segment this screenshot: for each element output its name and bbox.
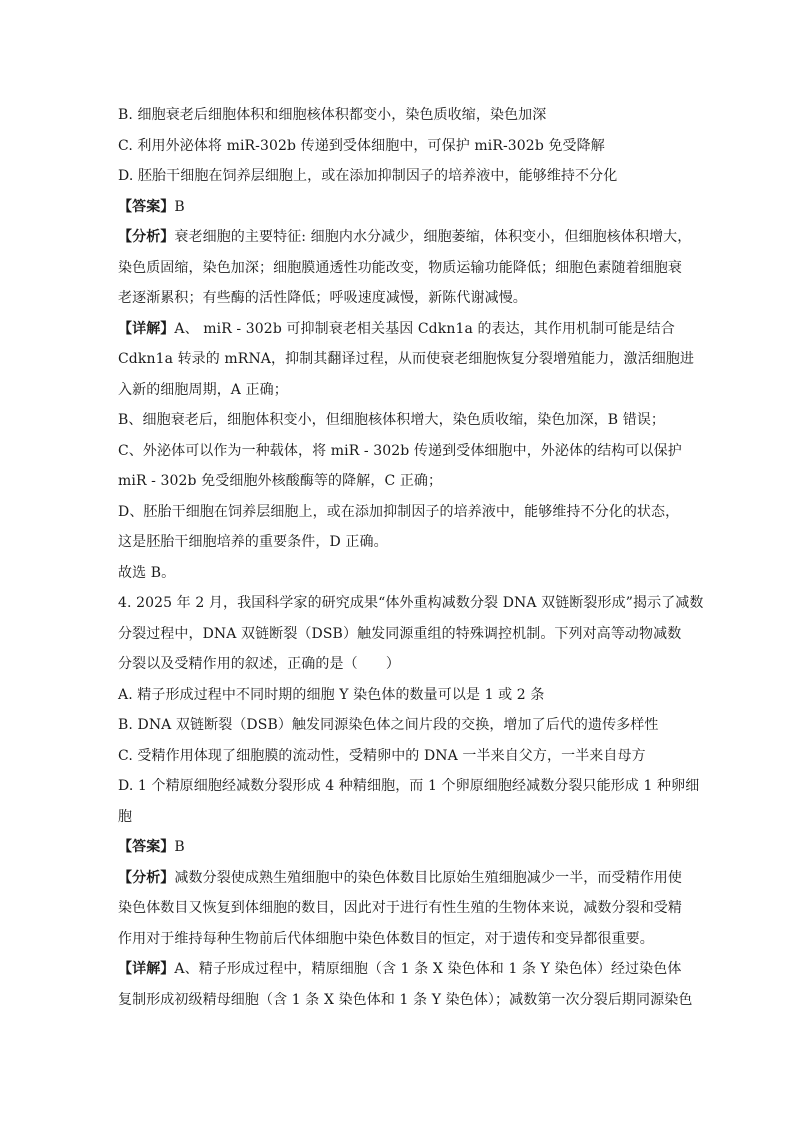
analysis-tag: 【分析】 <box>118 229 175 245</box>
q3-analysis-line-1 <box>118 222 692 253</box>
answer-tag: 【答案】 <box>118 839 175 855</box>
q3-detail-line-1 <box>118 314 684 345</box>
detail-tag: 【详解】 <box>118 961 175 977</box>
q4-detail-line-1 <box>118 954 684 985</box>
q4-stem-line-1: 4. 2025 年 2 月，我国科学家的研究成果“体外重构减数分裂 DNA 双链断裂形成”揭示了减数 <box>118 595 704 611</box>
q4-detail-line-2: 复制形成初级精母细胞（含 1 条 X 染色体和 1 条 Y 染色体）；减数第一次分裂后期同源染色 <box>118 991 693 1008</box>
q4-option-d-line-1: D. 1 个精原细胞经减数分裂形成 4 种精细胞，而 1 个卵原细胞经减数分裂只能形成 1 种卵细 <box>118 778 700 794</box>
detail-text: A、 miR - 302b 可抑制衰老相关基因 Cdkn1a 的表达，其作用机制可能是结合 <box>174 320 675 337</box>
q3-answer <box>118 192 684 223</box>
analysis-tag: 【分析】 <box>118 869 175 886</box>
q3-detail-line-2: Cdkn1a 转录的 mRNA，抑制其翻译过程，从而使衰老细胞恢复分裂增殖能力，激活细胞进 <box>118 351 695 367</box>
q4-stem-line-3: 分裂以及受精作用的叙述，正确的是（ ） <box>118 656 400 672</box>
q3-conclusion: 故选 B。 <box>118 564 176 581</box>
q4-analysis-line-1 <box>118 863 684 894</box>
q3-detail-line-8: 这是胚胎干细胞培养的重要条件，D 正确。 <box>118 534 388 550</box>
answer-value: B <box>174 839 185 855</box>
answer-value: B <box>174 198 185 215</box>
answer-tag: 【答案】 <box>118 198 175 215</box>
q4-option-c: C. 受精作用体现了细胞膜的流动性，受精卵中的 DNA 一半来自父方，一半来自母方 <box>118 747 646 764</box>
q3-detail-line-6: miR - 302b 免受细胞外核酸酶等的降解，C 正确； <box>118 473 443 489</box>
q3-detail-line-5: C、外泌体可以作为一种载体，将 miR - 302b 传递到受体细胞中，外泌体的结构可以保护 <box>118 442 682 459</box>
detail-tag: 【详解】 <box>118 320 175 337</box>
q4-answer <box>118 832 684 863</box>
q3-option-b: B. 细胞衰老后细胞体积和细胞核体积都变小，染色质收缩，染色加深 <box>118 107 547 123</box>
q4-analysis-line-3: 作用对于维持每种生物前后代体细胞中染色体数目的恒定，对于遗传和变异都很重要。 <box>118 930 654 947</box>
q4-analysis-line-2: 染色体数目又恢复到体细胞的数目，因此对于进行有性生殖的生物体来说，减数分裂和受精 <box>118 900 682 916</box>
q4-option-d-line-2: 胞 <box>118 808 133 825</box>
document-body <box>118 100 704 1015</box>
q3-detail-line-3: 入新的细胞周期，A 正确； <box>118 381 288 398</box>
detail-text: A、精子形成过程中，精原细胞（含 1 条 X 染色体和 1 条 Y 染色体）经过染色体 <box>174 961 682 977</box>
q3-analysis-line-2: 染色质固缩，染色加深；细胞膜通透性功能改变，物质运输功能降低；细胞色素随着细胞衰 <box>118 259 682 276</box>
q4-option-b: B. DNA 双链断裂（DSB）触发同源染色体之间片段的交换，增加了后代的遗传多样性 <box>118 717 659 733</box>
q3-analysis-line-3: 老逐渐累积；有些酶的活性降低；呼吸速度减慢，新陈代谢减慢。 <box>118 290 527 306</box>
q3-option-d: D. 胚胎干细胞在饲养层细胞上，或在添加抑制因子的培养液中，能够维持不分化 <box>118 168 618 184</box>
analysis-text: 衰老细胞的主要特征: 细胞内水分减少，细胞萎缩，体积变小，但细胞核体积增大， <box>174 229 692 245</box>
analysis-text: 减数分裂使成熟生殖细胞中的染色体数目比原始生殖细胞减少一半，而受精作用使 <box>174 869 683 886</box>
q4-option-a: A. 精子形成过程中不同时期的细胞 Y 染色体的数量可以是 1 或 2 条 <box>118 686 545 703</box>
q3-option-c: C. 利用外泌体将 miR-302b 传递到受体细胞中，可保护 miR-302b 免受降解 <box>118 137 605 154</box>
q4-stem-line-2: 分裂过程中，DNA 双链断裂（DSB）触发同源重组的特殊调控机制。下列对高等动物减数 <box>118 625 682 642</box>
q3-detail-line-4: B、细胞衰老后，细胞体积变小，但细胞核体积增大，染色质收缩，染色加深，B 错误； <box>118 412 666 428</box>
q3-detail-line-7: D、胚胎干细胞在饲养层细胞上，或在添加抑制因子的培养液中，能够维持不分化的状态， <box>118 503 680 520</box>
